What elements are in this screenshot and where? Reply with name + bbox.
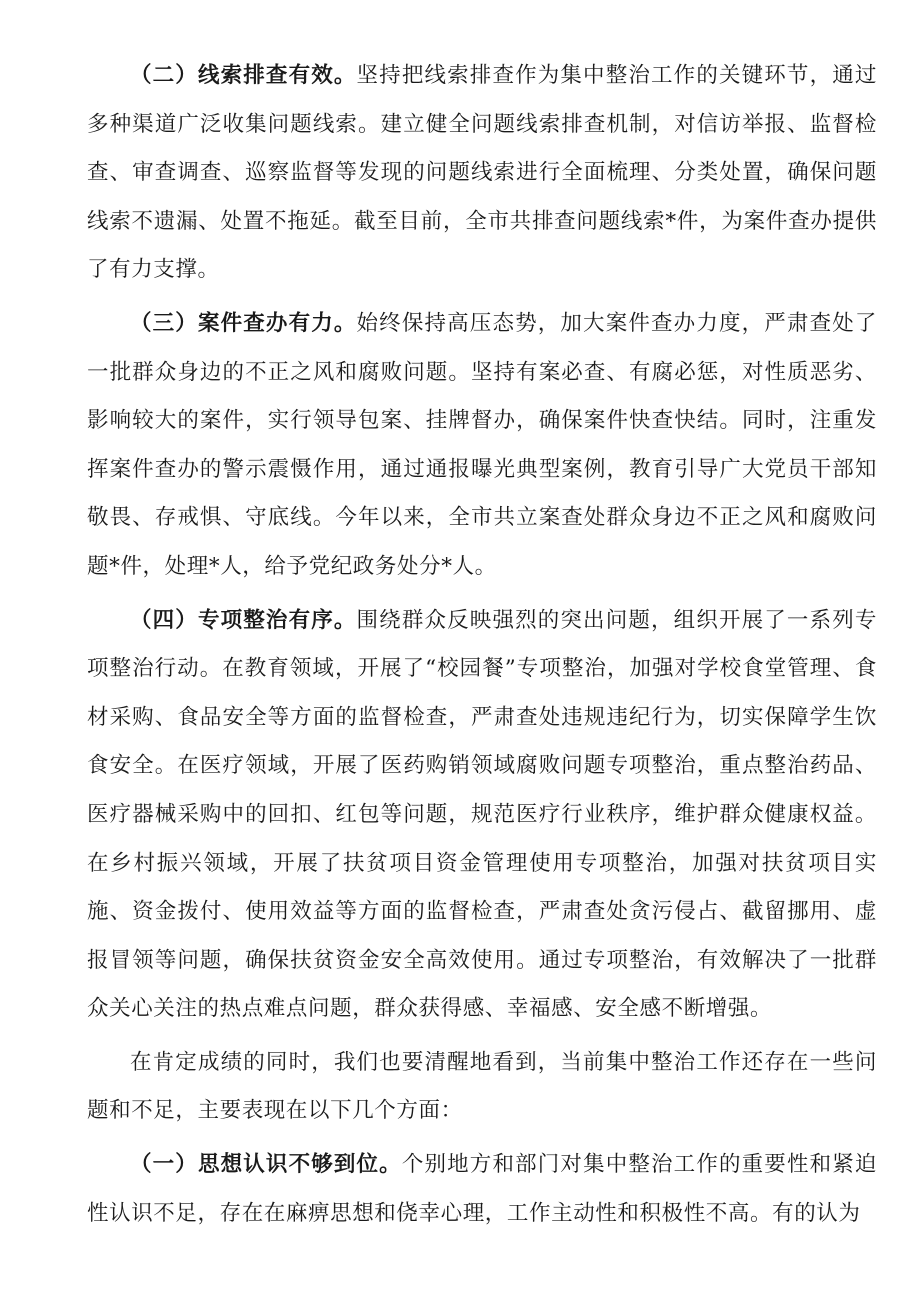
- paragraph-awareness: [87, 1141, 877, 1238]
- section-heading: （三）案件查办有力。: [130, 310, 357, 336]
- paragraph-special-rectification: [87, 597, 877, 1034]
- section-heading: （四）专项整治有序。: [130, 607, 357, 633]
- document-body: [87, 52, 877, 1243]
- paragraph-case-handling: [87, 300, 877, 592]
- paragraph-clue-screening: [87, 52, 877, 295]
- section-heading: （一）思想认识不够到位。: [130, 1152, 402, 1178]
- section-heading: （二）线索排查有效。: [130, 63, 357, 88]
- paragraph-text: 个别地方和部门对集中整治工作的重要性和紧迫性认识不足，存在在麻痹思想和侥幸心理，工作主动性和积极性不高。有的认为: [87, 1152, 878, 1226]
- paragraph-problems-intro: [87, 1039, 877, 1136]
- paragraph-text: 在肯定成绩的同时，我们也要清醒地看到，当前集中整治工作还存在一些问题和不足，主要表现在以下几个方面：: [87, 1049, 877, 1124]
- paragraph-text: 围绕群众反映强烈的突出问题，组织开展了一系列专项整治行动。在教育领域，开展了“校园餐”专项整治，加强对学校食堂管理、食材采购、食品安全等方面的监督检查，严肃查处违规违纪行为，切实保障学生饮食安全。在医疗领域，开展了医药购销领域腐败问题专项整治，重点整治药品、医疗器械采购中的回扣、红包等问题，规范医疗行业秩序，维护群众健康权益。在乡村振兴领域，开展了扶贫项目资金管理使用专项整治，加强对扶贫项目实施、资金拨付、使用效益等方面的监督检查，严肃查处贪污侵占、截留挪用、虚报冒领等问题，确保扶贫资金安全高效使用。通过专项整治，有效解决了一批群众关心关注的热点难点问题，群众获得感、幸福感、安全感不断增强。: [87, 607, 877, 1022]
- paragraph-text: 始终保持高压态势，加大案件查办力度，严肃查处了一批群众身边的不正之风和腐败问题。坚持有案必查、有腐必惩，对性质恶劣、影响较大的案件，实行领导包案、挂牌督办，确保案件快查快结。同时，注重发挥案件查办的警示震慑作用，通过通报曝光典型案例，教育引导广大党员干部知敬畏、存戒惧、守底线。今年以来，全市共立案查处群众身边不正之风和腐败问题*件，处理*人，给予党纪政务处分*人。: [87, 310, 877, 579]
- paragraph-text: 坚持把线索排查作为集中整治工作的关键环节，通过多种渠道广泛收集问题线索。建立健全问题线索排查机制，对信访举报、监督检查、审查调查、巡察监督等发现的问题线索进行全面梳理、分类处置，确保问题线索不遗漏、处置不拖延。截至目前，全市共排查问题线索*件，为案件查办提供了有力支撑。: [87, 63, 877, 283]
